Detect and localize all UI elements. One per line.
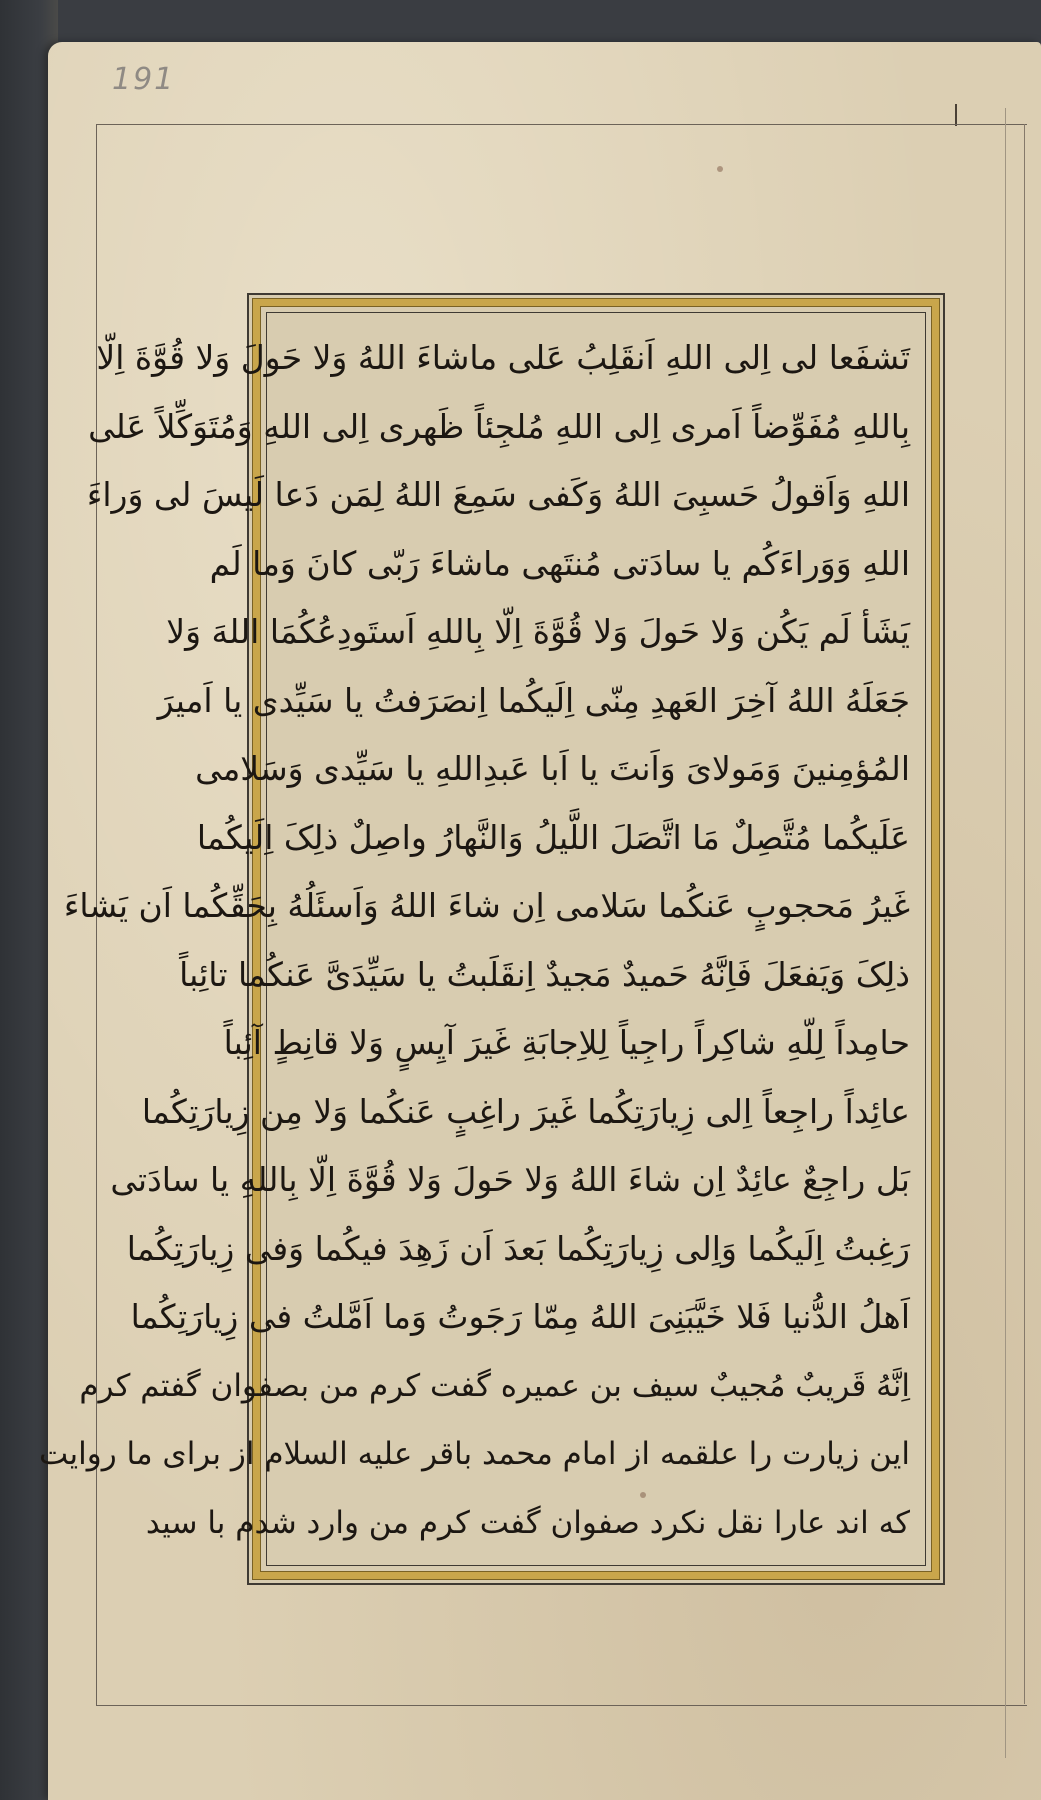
- text-line: که اند عارا نقل نکرد صفوان گفت کرم من وارد شدم با سید: [145, 1504, 910, 1541]
- text-line: اِنَّهُ قَریبٌ مُجیبٌ سیف بن عمیره گفت کرم من بصفوان گفتم کرم: [79, 1367, 910, 1404]
- ink-spot: [717, 166, 723, 172]
- text-line: تَشفَعا لی اِلی اللهِ اَنقَلِبُ عَلی ماشاءَ اللهُ وَلا حَولَ وَلا قُوَّةَ اِلّا: [96, 338, 910, 377]
- outer-margin-rule-right: [1024, 124, 1025, 1704]
- text-line: رَغِبتُ اِلَیکُما وَاِلی زِیارَتِکُما بَعدَ اَن زَهِدَ فیکُما وَفی زِیارَتِکُما: [126, 1228, 910, 1268]
- text-line: المُؤمِنینَ وَمَولایَ وَاَنتَ یا اَبا عَبدِاللهِ یا سَیِّدی وَسَلامی: [195, 749, 910, 788]
- text-line: اَهلُ الدُّنیا فَلا خَیَّبَنِیَ اللهُ مِمّا رَجَوتُ وَما اَمَّلتُ فی زِیارَتِکُما: [130, 1297, 910, 1336]
- text-line: اللهِ وَاَقولُ حَسبِیَ اللهُ وَکَفی سَمِعَ اللهُ لِمَن دَعا لَیسَ لی وَراءَ: [86, 475, 910, 514]
- page-edge-line: [1005, 108, 1006, 1758]
- text-line: ذلِکَ وَیَفعَلَ فَاِنَّهُ حَمیدٌ مَجیدٌ اِنقَلَبتُ یا سَیِّدَیَّ عَنکُما تائِباً: [179, 954, 910, 994]
- text-line: بَل راجِعٌ عائِدٌ اِن شاءَ اللهُ وَلا حَولَ وَلا قُوَّةَ اِلّا بِاللهِ یا سادَتی: [110, 1160, 910, 1199]
- text-line: عائِداً راجِعاً اِلی زِیارَتِکُما غَیرَ راغِبٍ عَنکُما وَلا مِن زِیارَتِکُما: [141, 1091, 910, 1131]
- text-line: این زیارت را علقمه از امام محمد باقر علیه السلام از برای ما روایت: [39, 1436, 910, 1472]
- text-line: جَعَلَهُ اللهُ آخِرَ العَهدِ مِنّی اِلَیکُما اِنصَرَفتُ یا سَیِّدی یا اَمیرَ: [157, 680, 910, 720]
- folio-number: 191: [112, 62, 176, 97]
- text-line: یَشَأ لَم یَکُن وَلا حَولَ وَلا قُوَّةَ اِلّا بِاللهِ اَستَودِعُکُمَا اللهَ وَلا: [166, 612, 910, 651]
- text-line: بِاللهِ مُفَوِّضاً اَمری اِلی اللهِ مُلجِئاً ظَهری اِلی اللهِ وَمُتَوَکِّلاً عَلی: [88, 406, 910, 446]
- text-line: اللهِ وَوَراءَکُم یا سادَتی مُنتَهی ماشاءَ رَبّی کانَ وَما لَم: [209, 543, 910, 583]
- text-line: غَیرُ مَحجوبٍ عَنکُما سَلامی اِن شاءَ اللهُ وَاَسئَلُهُ بِحَقِّکُما اَن یَشاءَ: [63, 886, 910, 925]
- manuscript-text-block: [39, 320, 916, 1558]
- margin-tick-mark: [955, 104, 957, 126]
- text-line: عَلَیکُما مُتَّصِلٌ مَا اتَّصَلَ اللَّیلُ وَالنَّهارُ واصِلٌ ذلِکَ اِلَیکُما: [196, 817, 910, 857]
- text-line: حامِداً لِلّهِ شاکِراً راجِیاً لِلاِجابَةِ غَیرَ آیِسٍ وَلا قانِطٍ آئِباً: [223, 1023, 910, 1062]
